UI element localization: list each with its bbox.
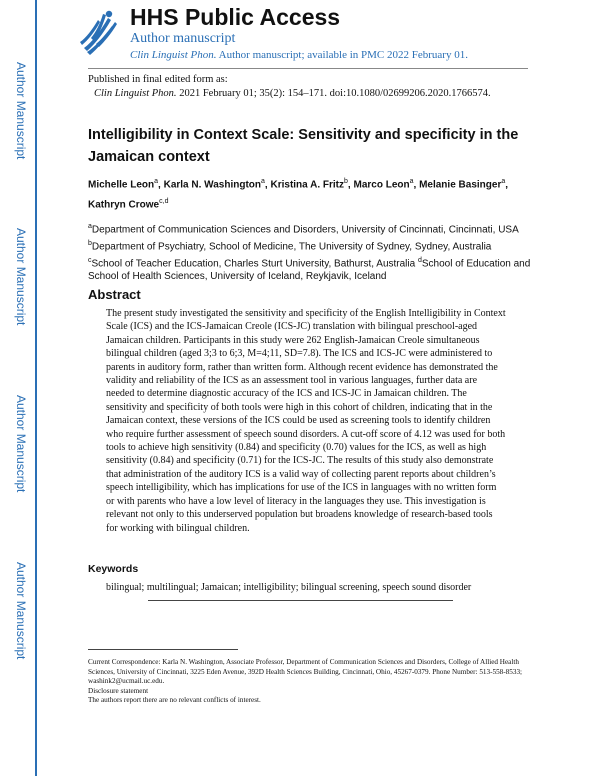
hhs-public-access-title: HHS Public Access bbox=[130, 4, 341, 30]
affiliation-a: $^a$Department of Communication Sciences and Disorders, University of Cincinnati, Cincinnati, USA bbox=[88, 223, 519, 236]
abstract-body: The present study investigated the sensitivity and specificity of the English Intelligibility in Context Scale (ICS) and the ICS-Jamaican Creole (ICS-JC) translation with bilingual preschool-aged Jamaican children. Participants in this study were 262 English-Jamaican Creole simultaneous bilingual children (aged 3;3 to 6;3, M=4;11, SD=7.8). The ICS and ICS-JC were administered to parents in auditory form, rather than written form. Although recent evidence has demonstrated the validity and reliability of the ICS as an assessment tool in various languages, further data are needed to determine diagnostic accuracy of the ICS and ICS-JC in Jamaican children. The sensitivity and specificity of both tools were high in this cohort of children, indicating that in the Jamaican context, these versions of the ICS could be used as screening tools to identify children who require further assessment of speech sound disorders. A cut-off score of 4.12 was used for both tools to achieve high sensitivity (0.84) and specificity (0.70) values for the ICS, as well as high sensitivity (0.84) and specificity (0.71) for the ICS-JC. The results of this study also demonstrate that administration of the auditory ICS is a valid way of collecting parent reports about children’s speech intelligibility, which has implications for use of the ICS in languages with no written form or with parents who have a low level of literacy in the languages they use. This investigation is relevant not only to this underserved population but broadens knowledge of research-based tools for working with bilingual children. bbox=[106, 308, 506, 534]
author-name: Michelle Leon bbox=[88, 179, 155, 191]
sidebar-label-author-manuscript: Author Manuscript bbox=[14, 62, 28, 160]
keywords-heading: Keywords bbox=[88, 563, 139, 575]
footnote-divider bbox=[88, 649, 238, 650]
journal-availability-line bbox=[130, 49, 468, 61]
author-manuscript-subtitle: Author manuscript bbox=[130, 31, 236, 46]
citation-line bbox=[94, 88, 491, 99]
journal-abbrev: Clin Linguist Phon. bbox=[130, 49, 217, 61]
affiliation-b: $^b$Department of Psychiatry, School of Medicine, The University of Sydney, Sydney, Australia bbox=[88, 239, 492, 253]
correspondence-note: Current Correspondence: Karla N. Washington, Associate Professor, Department of Communication Sciences and Disorders, College of Allied Health Sciences, University of Cincinnati, 3225 Eden Avenue, 392D Health Sciences Building, Cincinnati, Ohio, 45267-0379. Phone Number: 513-558-8533; washink2@ucmail.uc.edu. bbox=[88, 658, 523, 685]
author-name: Kathryn Crowe bbox=[88, 199, 160, 211]
sidebar-rule bbox=[35, 0, 37, 776]
author-affiliation-mark: a bbox=[409, 178, 414, 185]
published-label: Published in final edited form as: bbox=[88, 74, 228, 85]
abstract-heading: Abstract bbox=[88, 287, 141, 302]
citation-details: 2021 February 01; 35(2): 154–171. doi:10.1080/02699206.2020.1766574. bbox=[179, 88, 491, 99]
author-list: Michelle Leon$^a$, Karla N. Washington$^a$, Kristina A. Fritz$^b$, Marco Leon$^a$, Melanie Basinger$^a$, Kathryn Crowe$^{c,d}$ bbox=[88, 178, 509, 211]
affiliations bbox=[88, 220, 538, 284]
author-affiliation-mark: a bbox=[501, 178, 506, 185]
author-name: Karla N. Washington bbox=[163, 179, 262, 191]
sidebar-label-author-manuscript: Author Manuscript bbox=[14, 228, 28, 326]
header-divider bbox=[88, 68, 528, 69]
disclosure-heading: Disclosure statement bbox=[88, 686, 149, 695]
sidebar-label-author-manuscript: Author Manuscript bbox=[14, 395, 28, 493]
sidebar-label-author-manuscript: Author Manuscript bbox=[14, 562, 28, 660]
citation-journal: Clin Linguist Phon. bbox=[94, 88, 177, 99]
keywords-divider bbox=[148, 600, 453, 601]
author-name: Kristina A. Fritz bbox=[270, 179, 345, 191]
keywords-list: bilingual; multilingual; Jamaican; intelligibility; bilingual screening, speech sound disorder bbox=[106, 582, 472, 593]
author-name: Melanie Basinger bbox=[419, 179, 502, 191]
author-affiliation-mark: c,d bbox=[159, 198, 169, 206]
disclosure-text: The authors report there are no relevant conflicts of interest. bbox=[88, 696, 261, 704]
author-affiliation-mark: a bbox=[154, 178, 159, 185]
article-title: Intelligibility in Context Scale: Sensitivity and specificity in the Jamaican context bbox=[88, 127, 519, 165]
author-affiliation-mark: a bbox=[261, 178, 265, 185]
affiliation-cd: $^c$School of Teacher Education, Charles Sturt University, Bathurst, Australia $^d$School of Education and School of Health Sciences, University of Iceland, Reykjavik, Iceland bbox=[88, 256, 531, 283]
hhs-eagle-icon bbox=[78, 8, 120, 56]
author-name: Marco Leon bbox=[353, 179, 410, 191]
author-affiliation-mark: b bbox=[344, 178, 348, 185]
footnotes bbox=[88, 658, 528, 706]
availability-text: Author manuscript; available in PMC 2022 February 01. bbox=[218, 49, 468, 61]
